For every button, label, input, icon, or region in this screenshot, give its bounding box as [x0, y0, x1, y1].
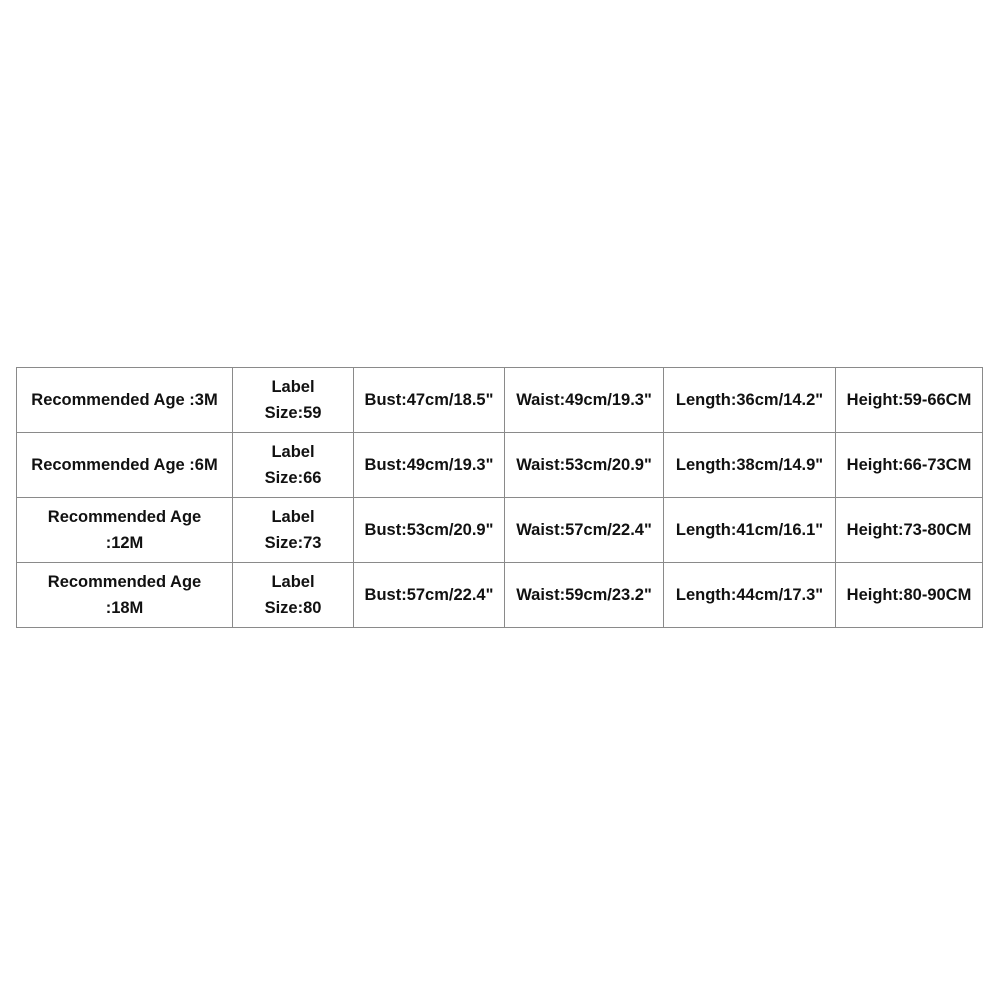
length-cell	[664, 563, 836, 628]
label-text: Label	[271, 443, 315, 461]
height-cell	[836, 498, 983, 563]
age-cell	[17, 563, 233, 628]
waist-text: Waist:57cm/22.4"	[516, 521, 652, 539]
waist-text: Waist:53cm/20.9"	[516, 456, 652, 474]
label-text: Label	[271, 378, 315, 396]
label-text: Label	[271, 508, 315, 526]
label-size-cell	[233, 498, 354, 563]
age-value: :12M	[105, 534, 144, 552]
waist-cell	[505, 563, 664, 628]
length-text: Length:38cm/14.9"	[675, 456, 824, 474]
table-row	[17, 368, 983, 433]
age-text: Recommended Age :6M	[31, 456, 218, 474]
height-text: Height:66-73CM	[846, 456, 972, 474]
age-cell	[17, 368, 233, 433]
age-text: Recommended Age	[47, 573, 202, 591]
height-cell	[836, 563, 983, 628]
length-text: Length:44cm/17.3"	[675, 586, 824, 604]
waist-text: Waist:49cm/19.3"	[516, 391, 652, 409]
length-text: Length:36cm/14.2"	[675, 391, 824, 409]
height-cell	[836, 368, 983, 433]
age-text: Recommended Age	[47, 508, 202, 526]
length-cell	[664, 368, 836, 433]
length-cell	[664, 433, 836, 498]
size-text: Size:59	[264, 404, 322, 422]
size-text: Size:80	[264, 599, 322, 617]
bust-text: Bust:57cm/22.4"	[364, 586, 494, 604]
length-cell	[664, 498, 836, 563]
height-text: Height:73-80CM	[846, 521, 972, 539]
height-text: Height:59-66CM	[846, 391, 972, 409]
label-size-cell	[233, 563, 354, 628]
waist-text: Waist:59cm/23.2"	[516, 586, 652, 604]
table-row	[17, 498, 983, 563]
size-text: Size:73	[264, 534, 322, 552]
bust-text: Bust:49cm/19.3"	[364, 456, 494, 474]
height-text: Height:80-90CM	[846, 586, 972, 604]
bust-cell	[354, 563, 505, 628]
waist-cell	[505, 368, 664, 433]
age-cell	[17, 433, 233, 498]
label-size-cell	[233, 433, 354, 498]
bust-cell	[354, 433, 505, 498]
label-size-cell	[233, 368, 354, 433]
size-chart-table	[16, 367, 983, 628]
length-text: Length:41cm/16.1"	[675, 521, 824, 539]
age-cell	[17, 498, 233, 563]
bust-cell	[354, 368, 505, 433]
bust-cell	[354, 498, 505, 563]
table-row	[17, 433, 983, 498]
waist-cell	[505, 433, 664, 498]
size-text: Size:66	[264, 469, 322, 487]
age-text: Recommended Age :3M	[31, 391, 218, 409]
label-text: Label	[271, 573, 315, 591]
waist-cell	[505, 498, 664, 563]
table-row	[17, 563, 983, 628]
age-value: :18M	[105, 599, 144, 617]
bust-text: Bust:47cm/18.5"	[364, 391, 494, 409]
height-cell	[836, 433, 983, 498]
bust-text: Bust:53cm/20.9"	[364, 521, 494, 539]
